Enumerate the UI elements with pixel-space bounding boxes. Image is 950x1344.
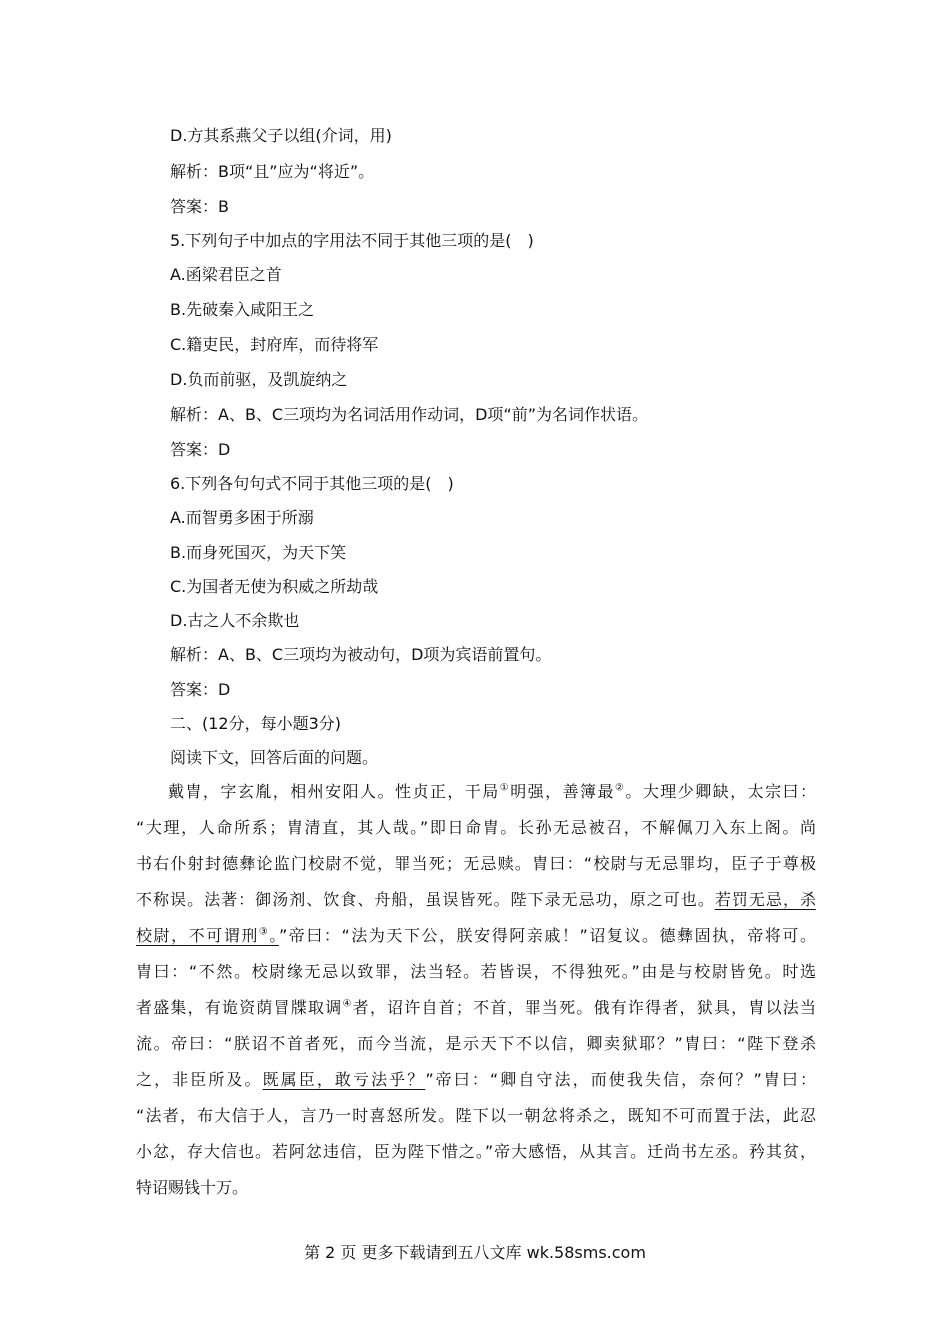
passage-line-3: 书右仆射封德彝论监门校尉不觉，罪当死；无忌赎。胄曰：“校尉与无忌罪均，臣子于尊极 [136,854,816,873]
passage-line-4: 不称误。法著：御汤剂、饮食、舟船，虽误皆死。陛下录无忌功，原之可也。若罚无忌，杀 [136,890,816,909]
footnote-ref-3: ③ [258,926,270,938]
section2-instruction: 阅读下文，回答后面的问题。 [170,748,379,767]
passage-line-9: 之，非臣所及。既属臣，敢亏法乎？”帝曰：“卿自守法，而使我失信，奈何？”胄曰： [136,1070,816,1089]
footnote-ref-2: ② [614,782,626,794]
underlined-sentence-2: 既属臣，敢亏法乎？ [262,1070,426,1089]
q6-option-c: C.为国者无使为积威之所劫哉 [170,577,379,596]
passage-line-7: 者盛集，有诡资荫冒牒取调④者，诏许自首；不首，罪当死。俄有诈得者，狱具，胄以法当 [136,998,816,1017]
q5-option-d: D.负而前驱，及凯旋纳之 [170,370,348,389]
q5-option-c: C.籍吏民，封府库，而待将军 [170,335,379,354]
q5-option-b: B.先破秦入咸阳王之 [170,300,315,319]
q4-analysis: 解析：B项“且”应为“将近”。 [170,162,375,181]
underlined-sentence-1a: 若罚无忌，杀 [714,890,816,909]
passage-line-8: 流。帝曰：“朕诏不首者死，而今当流，是示天下不以信，卿卖狱耶？”胄曰：“陛下登杀 [136,1034,816,1053]
q6-option-a: A.而智勇多困于所溺 [170,508,314,527]
passage-line-5: 校尉，不可谓刑③。”帝曰：“法为天下公，朕安得阿亲戚！”诏复议。德彝固执，帝将可。 [136,926,816,945]
q4-option-d [170,126,392,146]
q6-question: 6.下列各句句式不同于其他三项的是( ) [170,474,454,493]
passage-line-11: 小忿，存大信也。若阿忿违信，臣为陛下惜之。”帝大感悟，从其言。迁尚书左丞。矜其贫， [136,1142,816,1161]
q5-answer: 答案：D [170,440,231,459]
q6-option-b: B.而身死国灭，为天下笑 [170,543,347,562]
passage-line-10: “法者，布大信于人，言乃一时喜怒所发。陛下以一朝忿将杀之，既知不可而置于法，此忍 [136,1106,816,1125]
page-footer: 第 2 页 更多下载请到五八文库 wk.58sms.com [304,1243,646,1262]
passage-line-1: 戴胄，字玄胤，相州安阳人。性贞正，干局①明强，善簿最②。大理少卿缺，太宗曰： [168,782,816,801]
passage-line-6: 胄曰：“不然。校尉缘无忌以致罪，法当轻。若皆误，不得独死。”由是与校尉皆免。时选 [136,962,816,981]
classical-passage [136,774,816,1206]
footnote-ref-4: ④ [342,998,353,1010]
q6-option-d: D.古之人不余欺也 [170,611,300,630]
underlined-sentence-1b: 校尉，不可谓刑③。 [136,926,279,945]
q4-option-d-text: D.方其系燕父子以组(介词，用) [170,126,392,145]
q5-option-a: A.函梁君臣之首 [170,265,282,284]
q6-answer: 答案：D [170,680,231,699]
section2-heading: 二、(12分，每小题3分) [170,714,342,733]
passage-line-2: “大理，人命所系；胄清直，其人哉。”即日命胄。长孙无忌被召，不解佩刀入东上阁。尚 [136,818,816,837]
passage-line-12: 特诏赐钱十万。 [136,1178,249,1197]
q6-analysis: 解析：A、B、C三项均为被动句，D项为宾语前置句。 [170,645,552,664]
footnote-ref-1: ① [499,782,511,794]
q5-analysis: 解析：A、B、C三项均为名词活用作动词，D项“前”为名词作状语。 [170,405,648,424]
q4-answer: 答案：B [170,197,229,216]
q5-question: 5.下列句子中加点的字用法不同于其他三项的是( ) [170,231,534,250]
